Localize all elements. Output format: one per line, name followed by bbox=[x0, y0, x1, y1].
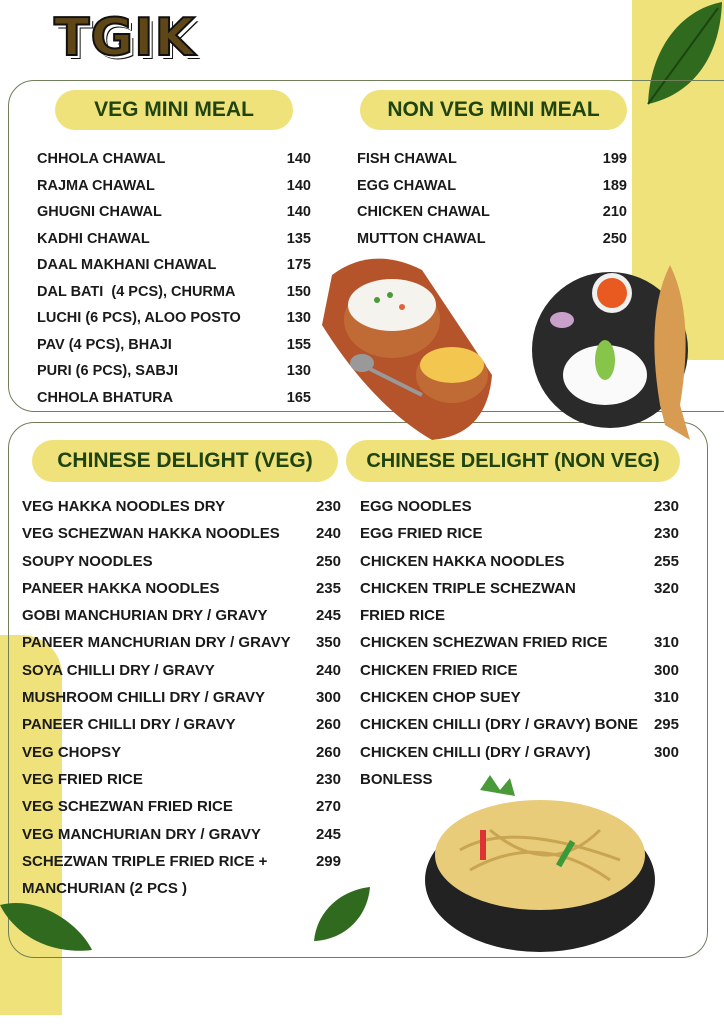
menu-item bbox=[22, 684, 341, 711]
item-price: 250 bbox=[602, 230, 627, 247]
item-price: 230 bbox=[653, 498, 679, 515]
item-name: CHICKEN FRIED RICE bbox=[360, 661, 518, 679]
chinese-non-veg-list bbox=[360, 493, 679, 793]
item-price: 130 bbox=[286, 310, 311, 326]
veg-mini-meal-heading: VEG MINI MEAL bbox=[55, 90, 293, 130]
item-name: GHUGNI CHAWAL bbox=[37, 204, 162, 220]
leaf-icon bbox=[0, 895, 95, 955]
item-price: 230 bbox=[315, 770, 341, 788]
item-name: VEG MANCHURIAN DRY / GRAVY bbox=[22, 825, 261, 843]
menu-item bbox=[22, 629, 341, 656]
item-price: 175 bbox=[286, 257, 311, 273]
menu-item bbox=[37, 146, 311, 173]
menu-item bbox=[37, 279, 311, 306]
item-name: PAV (4 PCS), BHAJI bbox=[37, 336, 172, 353]
item-name: PURI (6 PCS), SABJI bbox=[37, 363, 178, 379]
item-name: VEG FRIED RICE bbox=[22, 770, 143, 788]
menu-item bbox=[22, 739, 341, 766]
menu-item bbox=[360, 575, 679, 602]
item-price: 140 bbox=[286, 177, 311, 194]
menu-item bbox=[37, 358, 311, 385]
item-name: EGG FRIED RICE bbox=[360, 525, 483, 543]
item-name: FISH CHAWAL bbox=[357, 151, 457, 167]
menu-item bbox=[22, 575, 341, 602]
menu-item bbox=[360, 739, 679, 766]
menu-item bbox=[37, 252, 311, 279]
item-price: 270 bbox=[315, 798, 341, 816]
item-name: EGG NOODLES bbox=[360, 498, 472, 515]
item-price: 130 bbox=[286, 363, 311, 379]
item-price: 230 bbox=[315, 498, 341, 515]
item-price: 350 bbox=[315, 634, 341, 652]
item-price: 310 bbox=[653, 634, 679, 652]
item-name: BONLESS bbox=[360, 770, 433, 788]
item-price: 255 bbox=[653, 552, 679, 570]
item-name: SOUPY NOODLES bbox=[22, 552, 153, 570]
menu-item bbox=[360, 493, 679, 520]
item-name: EGG CHAWAL bbox=[357, 177, 457, 194]
menu-item bbox=[360, 684, 679, 711]
noodles-bowl-image bbox=[420, 770, 665, 955]
menu-item bbox=[22, 711, 341, 738]
item-price: 300 bbox=[653, 743, 679, 761]
item-name: MANCHURIAN (2 PCS ) bbox=[22, 880, 187, 898]
menu-item bbox=[360, 629, 679, 656]
item-name: CHICKEN CHILLI (DRY / GRAVY) bbox=[360, 743, 591, 761]
item-price: 135 bbox=[286, 230, 311, 247]
item-name: VEG SCHEZWAN FRIED RICE bbox=[22, 798, 233, 816]
menu-item bbox=[37, 199, 311, 226]
menu-item bbox=[360, 520, 679, 547]
item-price: 140 bbox=[286, 204, 311, 220]
veg-mini-meal-list bbox=[37, 146, 311, 411]
menu-item bbox=[360, 602, 679, 629]
menu-item bbox=[357, 146, 627, 173]
non-veg-mini-meal-heading: NON VEG MINI MEAL bbox=[360, 90, 627, 130]
item-name: MUTTON CHAWAL bbox=[357, 230, 486, 247]
item-name: PANEER MANCHURIAN DRY / GRAVY bbox=[22, 634, 291, 652]
item-price: 210 bbox=[602, 204, 627, 220]
chinese-non-veg-heading: CHINESE DELIGHT (NON VEG) bbox=[346, 440, 680, 482]
menu-item bbox=[360, 711, 679, 738]
item-name: CHICKEN CHOP SUEY bbox=[360, 689, 521, 707]
item-name: SCHEZWAN TRIPLE FRIED RICE + bbox=[22, 852, 268, 870]
menu-item bbox=[357, 173, 627, 200]
item-price: 235 bbox=[315, 579, 341, 597]
item-price: 250 bbox=[315, 552, 341, 570]
leaf-icon bbox=[312, 885, 372, 945]
item-name: DAL BATI (4 PCS), CHURMA bbox=[37, 283, 236, 300]
menu-item bbox=[360, 657, 679, 684]
item-name: RAJMA CHAWAL bbox=[37, 177, 155, 194]
item-name: CHHOLA BHATURA bbox=[37, 389, 174, 406]
item-price: 230 bbox=[653, 525, 679, 543]
item-name: FRIED RICE bbox=[360, 607, 446, 625]
item-name: CHICKEN CHAWAL bbox=[357, 204, 490, 220]
item-price: 240 bbox=[315, 525, 341, 543]
menu-item bbox=[22, 548, 341, 575]
item-name: VEG SCHEZWAN HAKKA NOODLES bbox=[22, 525, 280, 543]
item-name: SOYA CHILLI DRY / GRAVY bbox=[22, 661, 215, 679]
menu-item bbox=[22, 848, 341, 875]
item-price: 199 bbox=[602, 151, 627, 167]
item-price: 299 bbox=[315, 852, 341, 870]
menu-item bbox=[357, 199, 627, 226]
item-price: 165 bbox=[286, 389, 311, 406]
brand-logo: TGIK bbox=[54, 8, 196, 68]
item-name: VEG CHOPSY bbox=[22, 743, 122, 761]
item-name: PANEER HAKKA NOODLES bbox=[22, 579, 220, 597]
non-veg-mini-meal-list bbox=[357, 146, 627, 252]
item-price: 260 bbox=[315, 716, 341, 734]
veg-thali-image bbox=[312, 245, 502, 445]
menu-item bbox=[22, 493, 341, 520]
item-price: 260 bbox=[315, 743, 341, 761]
item-price: 295 bbox=[653, 716, 679, 734]
item-name: LUCHI (6 PCS), ALOO POSTO bbox=[37, 310, 241, 326]
menu-item bbox=[37, 332, 311, 359]
item-name: VEG HAKKA NOODLES DRY bbox=[22, 498, 226, 515]
item-name: CHICKEN CHILLI (DRY / GRAVY) BONE bbox=[360, 716, 639, 734]
menu-item bbox=[22, 657, 341, 684]
item-name: KADHI CHAWAL bbox=[37, 230, 150, 247]
item-price: 240 bbox=[315, 661, 341, 679]
menu-item bbox=[22, 766, 341, 793]
item-price: 245 bbox=[315, 825, 341, 843]
item-price: 320 bbox=[653, 579, 679, 597]
item-name: CHICKEN TRIPLE SCHEZWAN bbox=[360, 579, 576, 597]
chinese-veg-list bbox=[22, 493, 341, 902]
item-price: 189 bbox=[602, 177, 627, 194]
item-name: CHICKEN HAKKA NOODLES bbox=[360, 552, 565, 570]
item-price: 140 bbox=[286, 151, 311, 167]
fish-thali-image bbox=[530, 255, 710, 445]
menu-item bbox=[22, 793, 341, 820]
menu-item bbox=[37, 173, 311, 200]
item-name: GOBI MANCHURIAN DRY / GRAVY bbox=[22, 607, 268, 625]
item-name: CHHOLA CHAWAL bbox=[37, 151, 166, 167]
item-price: 300 bbox=[315, 689, 341, 707]
menu-item bbox=[22, 520, 341, 547]
menu-item bbox=[37, 226, 311, 253]
item-name: MUSHROOM CHILLI DRY / GRAVY bbox=[22, 689, 266, 707]
item-name: DAAL MAKHANI CHAWAL bbox=[37, 257, 217, 273]
item-price: 300 bbox=[653, 661, 679, 679]
menu-item bbox=[22, 602, 341, 629]
menu-item bbox=[360, 548, 679, 575]
menu-item bbox=[22, 821, 341, 848]
item-price: 245 bbox=[315, 607, 341, 625]
item-price: 150 bbox=[286, 283, 311, 300]
item-name: CHICKEN SCHEZWAN FRIED RICE bbox=[360, 634, 608, 652]
item-name: PANEER CHILLI DRY / GRAVY bbox=[22, 716, 236, 734]
chinese-veg-heading: CHINESE DELIGHT (VEG) bbox=[32, 440, 338, 482]
menu-item bbox=[37, 385, 311, 412]
menu-item bbox=[37, 305, 311, 332]
item-price: 310 bbox=[653, 689, 679, 707]
item-price: 155 bbox=[286, 336, 311, 353]
